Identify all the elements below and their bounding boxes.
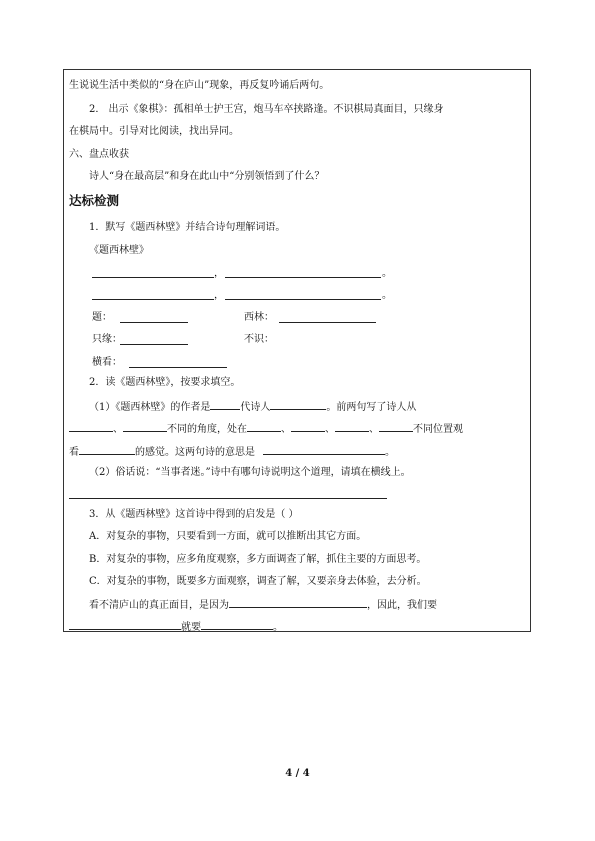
text-line-5: 诗人“身在最高层”和身在此山中“分别领悟到了什么？ [89,171,325,182]
word-ti-label: 题： [92,312,112,323]
comma: ， [214,290,224,301]
q2-part2: （2）俗话说：“当事者迷。”诗中有哪句诗说明这个道理，请填在横线上。 [89,467,411,478]
period: 。 [382,268,392,279]
position-blank-3[interactable] [335,421,369,432]
poem-line-2a-blank[interactable] [92,299,214,300]
angle-blank-1[interactable] [69,421,113,432]
comma: ， [214,268,224,279]
q2-part1-line1: （1）《题西林壁》的作者是 代诗人 。前两句写了诗人从 [89,399,416,415]
word-ti-blank[interactable] [120,322,188,323]
conclusion-blank-1[interactable] [69,619,181,630]
word-xilin-blank[interactable] [279,322,376,323]
poem-line-2b-blank[interactable] [225,299,381,300]
section-heading: 达标检测 [69,193,120,208]
word-zhiyuan-label: 只缘： [92,334,122,345]
word-hengkan-blank[interactable] [129,367,227,368]
poem-line-1a-blank[interactable] [92,277,214,278]
q3-option-b: B．对复杂的事物，应多角度观察，多方面调查了解，抓住主要的方面思考。 [89,554,427,565]
q3-prompt: 3．从《题西林壁》这首诗中得到的启发是（ ） [89,509,299,520]
text-line-1: 生说说生活中类似的“身在庐山”现象，再反复吟诵后两句。 [69,80,330,91]
position-blank-2[interactable] [291,421,325,432]
position-blank-4[interactable] [379,421,413,432]
q3-option-c: C．对复杂的事物，既要多方面观察，调查了解，又要亲身去体验，去分析。 [89,576,427,587]
q2-answer-line[interactable] [69,498,387,499]
q1-poem-title: 《题西林壁》 [89,245,149,256]
q1-prompt: 1．默写《题西林壁》并结合诗句理解词语。 [89,222,286,233]
dynasty-blank[interactable] [210,399,240,410]
reason-blank[interactable] [229,597,367,608]
section-six-heading: 六、盘点收获 [69,149,129,160]
period: 。 [382,290,392,301]
text-line-2: 2． 出示《象棋》：孤相单士护王宫，炮马车卒挟路逢。不识棋局真面目，只缘身 [89,104,444,115]
q2-part1-line3: 看 的感觉。这两句诗的意思是 。 [69,444,395,460]
word-hengkan-label: 横看： [92,357,122,368]
poem-line-1b-blank[interactable] [225,277,381,278]
word-xilin-label: 西林： [244,312,274,323]
content-frame [63,69,531,632]
conclusion-blank-2[interactable] [201,619,273,630]
page-number: 4 / 4 [285,768,310,779]
text-line-3: 在棋局中。引导对比阅读，找出异同。 [69,126,239,137]
angle-blank-2[interactable] [123,421,167,432]
q3-conclusion-line2: 就要 。 [69,619,283,635]
q3-conclusion-line1: 看不清庐山的真正面目，是因为 ，因此，我们要 [89,597,437,613]
meaning-blank[interactable] [263,444,385,455]
word-zhiyuan-blank[interactable] [120,344,188,345]
q2-prompt: 2．读《题西林壁》，按要求填空。 [89,377,241,388]
q3-option-a: A．对复杂的事物，只要看到一方面，就可以推断出其它方面。 [89,531,367,542]
q2-part1-line2: 、 不同的角度，处在 、 、 、 不同位置观 [69,421,463,437]
word-bushi-label: 不识： [244,334,274,345]
poet-blank[interactable] [270,399,326,410]
position-blank-1[interactable] [247,421,281,432]
feeling-blank[interactable] [79,444,135,455]
